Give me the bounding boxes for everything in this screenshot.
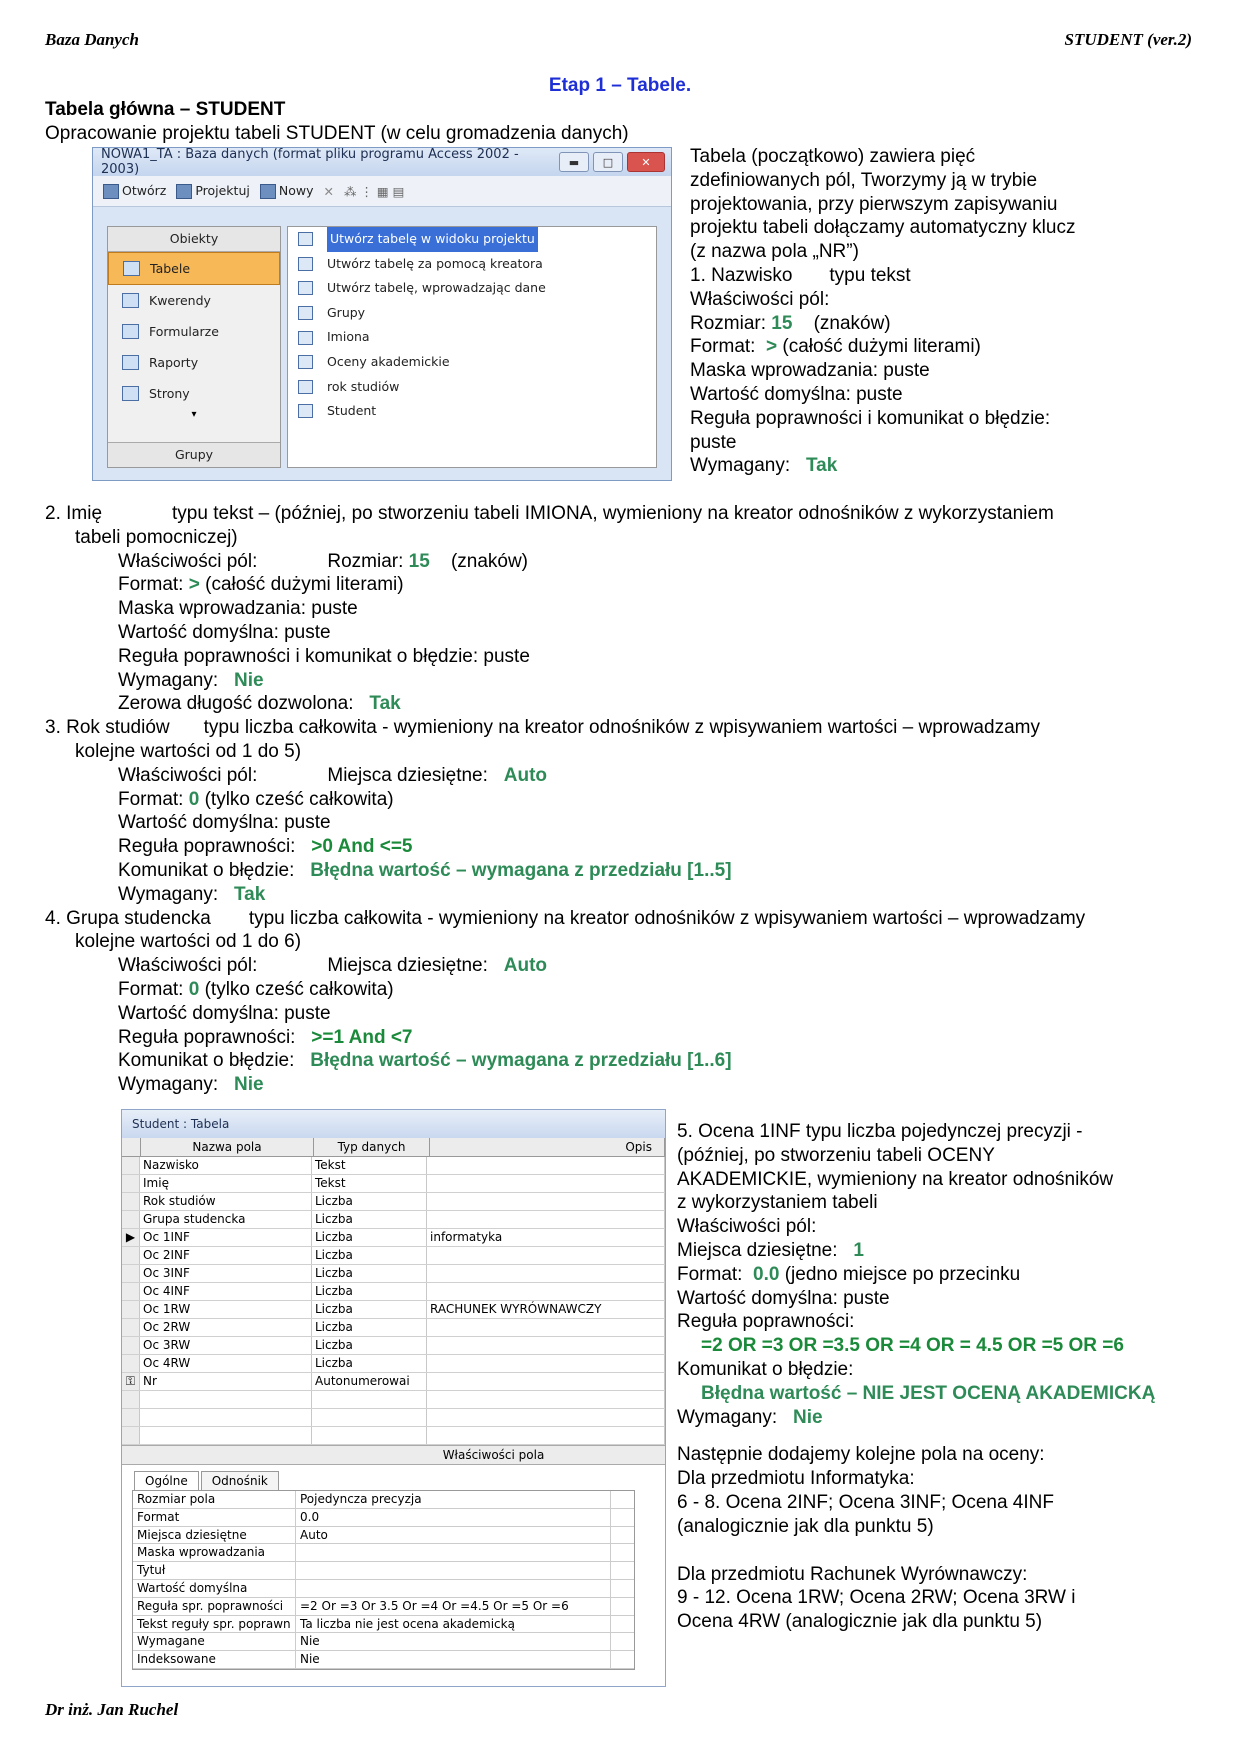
- wizard-icon: [298, 281, 313, 295]
- list-item[interactable]: Utwórz tabelę za pomocą kreatora: [288, 252, 656, 277]
- field-name-cell[interactable]: Oc 3INF: [140, 1265, 312, 1282]
- report-icon: [122, 355, 139, 370]
- field-name-cell[interactable]: [140, 1409, 312, 1426]
- table-row[interactable]: [122, 1175, 665, 1193]
- field-3-message: Komunikat o błędzie: Błędna wartość – wymagana z przedziału [1..5]: [118, 859, 732, 881]
- table-row[interactable]: [122, 1211, 665, 1229]
- description-cell[interactable]: [427, 1175, 665, 1192]
- field-name-cell[interactable]: [140, 1391, 312, 1408]
- table-icon: [298, 331, 313, 345]
- property-value[interactable]: Nie: [296, 1651, 611, 1668]
- props-grid: [132, 1490, 635, 1670]
- close-icon[interactable]: ✕: [627, 152, 665, 172]
- property-label: Wartość domyślna: [133, 1580, 296, 1597]
- property-row: [133, 1509, 634, 1527]
- row-selector[interactable]: [122, 1409, 140, 1426]
- object-forms[interactable]: Formularze: [108, 316, 280, 347]
- property-value[interactable]: [296, 1580, 611, 1597]
- property-value[interactable]: Pojedyncza precyzja: [296, 1491, 611, 1508]
- description-cell[interactable]: [427, 1157, 665, 1174]
- footer-author: Dr inż. Jan Ruchel: [45, 1700, 179, 1719]
- header-right: STUDENT (ver.2): [1064, 30, 1192, 49]
- data-type-cell[interactable]: Liczba: [312, 1211, 427, 1228]
- window-title: NOWA1_TA : Baza danych (format pliku programu Access 2002 - 2003): [101, 147, 519, 177]
- description-cell[interactable]: informatyka: [427, 1229, 665, 1246]
- field-2-format: Format: > (całość dużymi literami): [118, 574, 404, 596]
- next-fields-line: 9 - 12. Ocena 1RW; Ocena 2RW; Ocena 3RW i: [677, 1587, 1076, 1609]
- description-cell[interactable]: [427, 1193, 665, 1210]
- section-title: Tabela główna – STUDENT: [45, 99, 286, 120]
- property-row: [133, 1562, 634, 1580]
- intro-line: projektu tabeli dołączamy automatyczny klucz: [690, 217, 1076, 239]
- field-3-format: Format: 0 (tylko cześć całkowita): [118, 788, 394, 810]
- table-row[interactable]: [122, 1157, 665, 1175]
- list-item[interactable]: Utwórz tabelę, wprowadzając dane: [288, 276, 656, 301]
- table-row[interactable]: [122, 1301, 665, 1319]
- description-cell[interactable]: [427, 1373, 665, 1390]
- table-icon: [298, 404, 313, 418]
- field-5-rule-label: Reguła poprawności:: [677, 1311, 855, 1333]
- field-properties-title: Właściwości pola: [122, 1445, 665, 1465]
- minimize-icon[interactable]: ▬: [559, 152, 589, 172]
- window-titlebar: [93, 148, 671, 176]
- open-icon: [103, 184, 119, 199]
- wizard-icon: [298, 232, 313, 246]
- property-label: Wymagane: [133, 1633, 296, 1650]
- new-button[interactable]: Nowy: [260, 183, 314, 199]
- row-selector[interactable]: [122, 1355, 140, 1372]
- next-fields-line: Dla przedmiotu Informatyka:: [677, 1468, 915, 1490]
- header-left: Baza Danych: [45, 30, 139, 49]
- property-row: [133, 1633, 634, 1651]
- field-3-default: Wartość domyślna: puste: [118, 812, 331, 834]
- list-item[interactable]: Student: [288, 399, 656, 424]
- field-4-desc-cont: kolejne wartości od 1 do 6): [75, 931, 302, 953]
- property-label: Maska wprowadzania: [133, 1544, 296, 1561]
- field-name-cell[interactable]: Oc 4INF: [140, 1283, 312, 1300]
- new-icon: [260, 184, 276, 199]
- field-2-heading: 2. Imię typu tekst – (później, po stworzeniu tabeli IMIONA, wymieniony na kreator odnośników z wykorzystaniem: [45, 503, 1054, 524]
- groups-bar[interactable]: Grupy: [108, 442, 280, 467]
- table-row[interactable]: [122, 1283, 665, 1301]
- intro-line: (z nazwa pola „NR”): [690, 241, 859, 263]
- property-label: Format: [133, 1509, 296, 1526]
- list-item[interactable]: Grupy: [288, 301, 656, 326]
- field-4-rule: Reguła poprawności: >=1 And <7: [118, 1026, 413, 1048]
- table-row[interactable]: [122, 1319, 665, 1337]
- row-selector[interactable]: [122, 1247, 140, 1264]
- size-prop: Rozmiar: 15 (znaków): [690, 312, 891, 334]
- field-2-required: Wymagany: Nie: [118, 669, 264, 691]
- field-5-line: (później, po stworzeniu tabeli OCENY: [677, 1144, 995, 1166]
- table-icon: [298, 380, 313, 394]
- property-value[interactable]: Auto: [296, 1527, 611, 1544]
- list-item[interactable]: Oceny akademickie: [288, 350, 656, 375]
- form-icon: [122, 324, 139, 339]
- table-window-title: Student : Tabela: [122, 1110, 665, 1138]
- object-queries[interactable]: Kwerendy: [108, 285, 280, 316]
- required-prop: Wymagany: Tak: [690, 455, 838, 477]
- property-label: Reguła spr. poprawności: [133, 1598, 296, 1615]
- table-row[interactable]: [122, 1373, 665, 1391]
- property-row: [133, 1616, 634, 1634]
- property-row: [133, 1580, 634, 1598]
- row-selector[interactable]: [122, 1391, 140, 1408]
- field-3-heading: 3. Rok studiów typu liczba całkowita - wymieniony na kreator odnośników z wpisywaniem wartości – wprowadzamy: [45, 717, 1040, 739]
- data-type-cell[interactable]: Liczba: [312, 1301, 427, 1318]
- query-icon: [122, 293, 139, 308]
- next-fields-line: (analogicznie jak dla punktu 5): [677, 1515, 934, 1537]
- data-type-cell[interactable]: Liczba: [312, 1283, 427, 1300]
- field-name-cell[interactable]: Oc 1INF: [140, 1229, 312, 1246]
- field-name-cell[interactable]: [140, 1427, 312, 1444]
- page-title: Etap 1 – Tabele.: [548, 75, 692, 96]
- data-type-cell[interactable]: [312, 1391, 427, 1408]
- table-row[interactable]: [122, 1355, 665, 1373]
- table-icon: [298, 306, 313, 320]
- row-selector[interactable]: [122, 1319, 140, 1336]
- row-selector[interactable]: [122, 1193, 140, 1210]
- props-label: Właściwości pól:: [690, 288, 830, 310]
- table-row[interactable]: [122, 1427, 665, 1445]
- col-description: Opis: [430, 1138, 665, 1156]
- objects-panel: [107, 226, 281, 468]
- next-fields-line: 6 - 8. Ocena 2INF; Ocena 3INF; Ocena 4INF: [677, 1491, 1054, 1513]
- tab-general[interactable]: Ogólne: [134, 1471, 199, 1490]
- table-icon: [123, 261, 140, 276]
- row-selector[interactable]: [122, 1283, 140, 1300]
- next-fields-line: Ocena 4RW (analogicznie jak dla punktu 5): [677, 1611, 1043, 1633]
- property-row: [133, 1491, 634, 1509]
- table-row[interactable]: [122, 1193, 665, 1211]
- row-selector[interactable]: [122, 1427, 140, 1444]
- row-selector[interactable]: [122, 1211, 140, 1228]
- description-cell[interactable]: [427, 1409, 665, 1426]
- property-value[interactable]: [296, 1544, 611, 1561]
- objects-header: Obiekty: [108, 227, 280, 252]
- field-3-rule: Reguła poprawności: >0 And <=5: [118, 836, 413, 858]
- rule-prop: Reguła poprawności i komunikat o błędzie:: [690, 407, 1051, 429]
- field-5-line: 5. Ocena 1INF typu liczba pojedynczej precyzji -: [677, 1121, 1083, 1142]
- tab-lookup[interactable]: Odnośnik: [201, 1471, 279, 1490]
- format-prop: Format: > (całość dużymi literami): [690, 336, 981, 358]
- property-row: [133, 1598, 634, 1616]
- mask-prop: Maska wprowadzania: puste: [690, 360, 930, 382]
- property-row: [133, 1544, 634, 1562]
- data-type-cell[interactable]: Liczba: [312, 1193, 427, 1210]
- description-cell[interactable]: [427, 1265, 665, 1282]
- field-name-cell[interactable]: Grupa studencka: [140, 1211, 312, 1228]
- description-cell[interactable]: [427, 1247, 665, 1264]
- description-cell[interactable]: [427, 1355, 665, 1372]
- field-5-rule-value: =2 OR =3 OR =3.5 OR =4 OR = 4.5 OR =5 OR =6: [701, 1335, 1124, 1357]
- design-icon: [176, 184, 192, 199]
- field-2-desc-cont: tabeli pomocniczej): [75, 526, 238, 548]
- field-2-mask: Maska wprowadzania: puste: [118, 598, 358, 620]
- subtitle: Opracowanie projektu tabeli STUDENT (w celu gromadzenia danych): [45, 123, 629, 144]
- data-type-cell[interactable]: Autonumerowai: [312, 1373, 427, 1390]
- field-4-message: Komunikat o błędzie: Błędna wartość – wymagana z przedziału [1..6]: [118, 1050, 732, 1072]
- description-cell[interactable]: [427, 1283, 665, 1300]
- field-name-cell[interactable]: Nr: [140, 1373, 312, 1390]
- field-name-cell[interactable]: Oc 2INF: [140, 1247, 312, 1264]
- object-reports[interactable]: Raporty: [108, 347, 280, 378]
- field-3-props: Właściwości pól: Miejsca dziesiętne: Auto: [118, 764, 548, 786]
- object-tables[interactable]: Tabele: [108, 252, 280, 285]
- open-button[interactable]: Otwórz: [103, 183, 166, 199]
- table-design-window: [121, 1109, 666, 1687]
- data-type-cell[interactable]: Liczba: [312, 1265, 427, 1282]
- row-selector[interactable]: [122, 1301, 140, 1318]
- field-5-msg-value: Błędna wartość – NIE JEST OCENĄ AKADEMICKĄ: [701, 1382, 1156, 1404]
- property-label: Rozmiar pola: [133, 1491, 296, 1508]
- maximize-icon[interactable]: □: [593, 152, 623, 172]
- table-row[interactable]: [122, 1391, 665, 1409]
- data-type-cell[interactable]: Liczba: [312, 1247, 427, 1264]
- table-row[interactable]: [122, 1229, 665, 1247]
- description-cell[interactable]: [427, 1391, 665, 1408]
- row-selector[interactable]: [122, 1157, 140, 1174]
- intro-line: projektowania, przy pierwszym zapisywaniu: [690, 193, 1058, 215]
- field-4-heading: 4. Grupa studencka typu liczba całkowita - wymieniony na kreator odnośników z wpisywaniem wartości – wprowadzamy: [45, 907, 1086, 929]
- property-label: Tytuł: [133, 1562, 296, 1579]
- design-button[interactable]: Projektuj: [176, 183, 250, 199]
- next-fields-line: Dla przedmiotu Rachunek Wyrównawczy:: [677, 1563, 1028, 1585]
- property-value[interactable]: 0.0: [296, 1509, 611, 1526]
- data-type-cell[interactable]: [312, 1409, 427, 1426]
- default-prop: Wartość domyślna: puste: [690, 383, 903, 405]
- data-type-cell[interactable]: Liczba: [312, 1319, 427, 1336]
- fields-2-4-block: [45, 502, 1085, 1097]
- current-row-arrow-icon[interactable]: ▶: [122, 1229, 140, 1246]
- table-column-headers: [122, 1138, 665, 1157]
- row-selector[interactable]: [122, 1175, 140, 1192]
- description-cell[interactable]: RACHUNEK WYRÓWNAWCZY: [427, 1301, 665, 1318]
- window-toolbar: [93, 176, 671, 207]
- field-name-cell[interactable]: Rok studiów: [140, 1193, 312, 1210]
- data-type-cell[interactable]: Tekst: [312, 1175, 427, 1192]
- data-type-cell[interactable]: Liczba: [312, 1337, 427, 1354]
- intro-block: [690, 145, 1075, 478]
- primary-key-icon[interactable]: ⚿: [122, 1373, 140, 1390]
- field-4-default: Wartość domyślna: puste: [118, 1002, 331, 1024]
- field-4-required: Wymagany: Nie: [118, 1074, 264, 1096]
- props-tabs: [122, 1465, 665, 1490]
- field-5-props: Właściwości pól:: [677, 1216, 817, 1238]
- description-cell[interactable]: [427, 1211, 665, 1228]
- field-name-cell[interactable]: Nazwisko: [140, 1157, 312, 1174]
- col-data-type: Typ danych: [314, 1138, 430, 1156]
- col-field-name: Nazwa pola: [141, 1138, 314, 1156]
- field-5-line: z wykorzystaniem tabeli: [677, 1192, 878, 1214]
- description-cell[interactable]: [427, 1319, 665, 1336]
- delete-icon[interactable]: ✕: [323, 183, 334, 199]
- property-value[interactable]: Nie: [296, 1633, 611, 1650]
- intro-line: zdefiniowanych pól, Tworzymy ją w trybie: [690, 169, 1038, 191]
- table-icon: [298, 355, 313, 369]
- list-item[interactable]: rok studiów: [288, 375, 656, 400]
- property-row: [133, 1651, 634, 1669]
- page-icon: [122, 386, 139, 401]
- field-4-format: Format: 0 (tylko cześć całkowita): [118, 978, 394, 1000]
- description-cell[interactable]: [427, 1427, 665, 1444]
- more-chevron-icon[interactable]: ▾: [191, 409, 197, 420]
- rule-value: puste: [690, 431, 737, 453]
- field-5-msg-label: Komunikat o błędzie:: [677, 1358, 854, 1380]
- wizard-icon: [298, 257, 313, 271]
- data-type-cell[interactable]: [312, 1427, 427, 1444]
- property-value[interactable]: [296, 1562, 611, 1579]
- table-row[interactable]: [122, 1409, 665, 1427]
- field-name-cell[interactable]: Oc 1RW: [140, 1301, 312, 1318]
- field-5-decimals: Miejsca dziesiętne: 1: [677, 1239, 864, 1261]
- description-cell[interactable]: [427, 1337, 665, 1354]
- data-type-cell[interactable]: Liczba: [312, 1355, 427, 1372]
- table-row[interactable]: [122, 1247, 665, 1265]
- field-5-line: AKADEMICKIE, wymieniony na kreator odnośników: [677, 1168, 1114, 1190]
- field-2-rule: Reguła poprawności i komunikat o błędzie: puste: [118, 645, 530, 667]
- field-4-props: Właściwości pól: Miejsca dziesiętne: Auto: [118, 955, 548, 977]
- field-2-default: Wartość domyślna: puste: [118, 621, 331, 643]
- view-icons[interactable]: ⁂ ⋮ ▦ ▤: [343, 183, 405, 199]
- property-row: [133, 1527, 634, 1545]
- field-rows: [122, 1157, 665, 1445]
- next-fields-line: Następnie dodajemy kolejne pola na oceny:: [677, 1444, 1045, 1466]
- property-label: Tekst reguły spr. poprawn: [133, 1616, 296, 1633]
- field-1-heading: 1. Nazwisko typu tekst: [690, 264, 911, 286]
- field-5-required: Wymagany: Nie: [677, 1406, 823, 1428]
- property-value[interactable]: Ta liczba nie jest ocena akademicką: [296, 1616, 611, 1633]
- property-label: Miejsca dziesiętne: [133, 1527, 296, 1544]
- intro-line: Tabela (początkowo) zawiera pięć: [690, 146, 976, 167]
- row-selector[interactable]: [122, 1265, 140, 1282]
- row-selector[interactable]: [122, 1337, 140, 1354]
- field-name-cell[interactable]: Oc 4RW: [140, 1355, 312, 1372]
- field-2-props: Właściwości pól: Rozmiar: 15 (znaków): [118, 550, 529, 572]
- field-5-default: Wartość domyślna: puste: [677, 1287, 890, 1309]
- field-name-cell[interactable]: Imię: [140, 1175, 312, 1192]
- data-type-cell[interactable]: Tekst: [312, 1157, 427, 1174]
- tables-list: [287, 226, 657, 468]
- field-name-cell[interactable]: Oc 2RW: [140, 1319, 312, 1336]
- list-item[interactable]: Imiona: [288, 325, 656, 350]
- property-label: Indeksowane: [133, 1651, 296, 1668]
- field-5-format: Format: 0.0 (jedno miejsce po przecinku: [677, 1263, 1021, 1285]
- property-value[interactable]: =2 Or =3 Or 3.5 Or =4 Or =4.5 Or =5 Or =6: [296, 1598, 611, 1615]
- list-item[interactable]: Utwórz tabelę w widoku projektu: [288, 227, 656, 252]
- access-database-window: [92, 147, 672, 481]
- field-3-required: Wymagany: Tak: [118, 883, 266, 905]
- field-2-zero-length: Zerowa długość dozwolona: Tak: [118, 693, 401, 715]
- field-3-desc-cont: kolejne wartości od 1 do 5): [75, 740, 302, 762]
- field-5-block: [677, 1120, 1155, 1634]
- table-row[interactable]: [122, 1265, 665, 1283]
- data-type-cell[interactable]: Liczba: [312, 1229, 427, 1246]
- object-pages[interactable]: Strony: [108, 378, 280, 409]
- table-row[interactable]: [122, 1337, 665, 1355]
- field-name-cell[interactable]: Oc 3RW: [140, 1337, 312, 1354]
